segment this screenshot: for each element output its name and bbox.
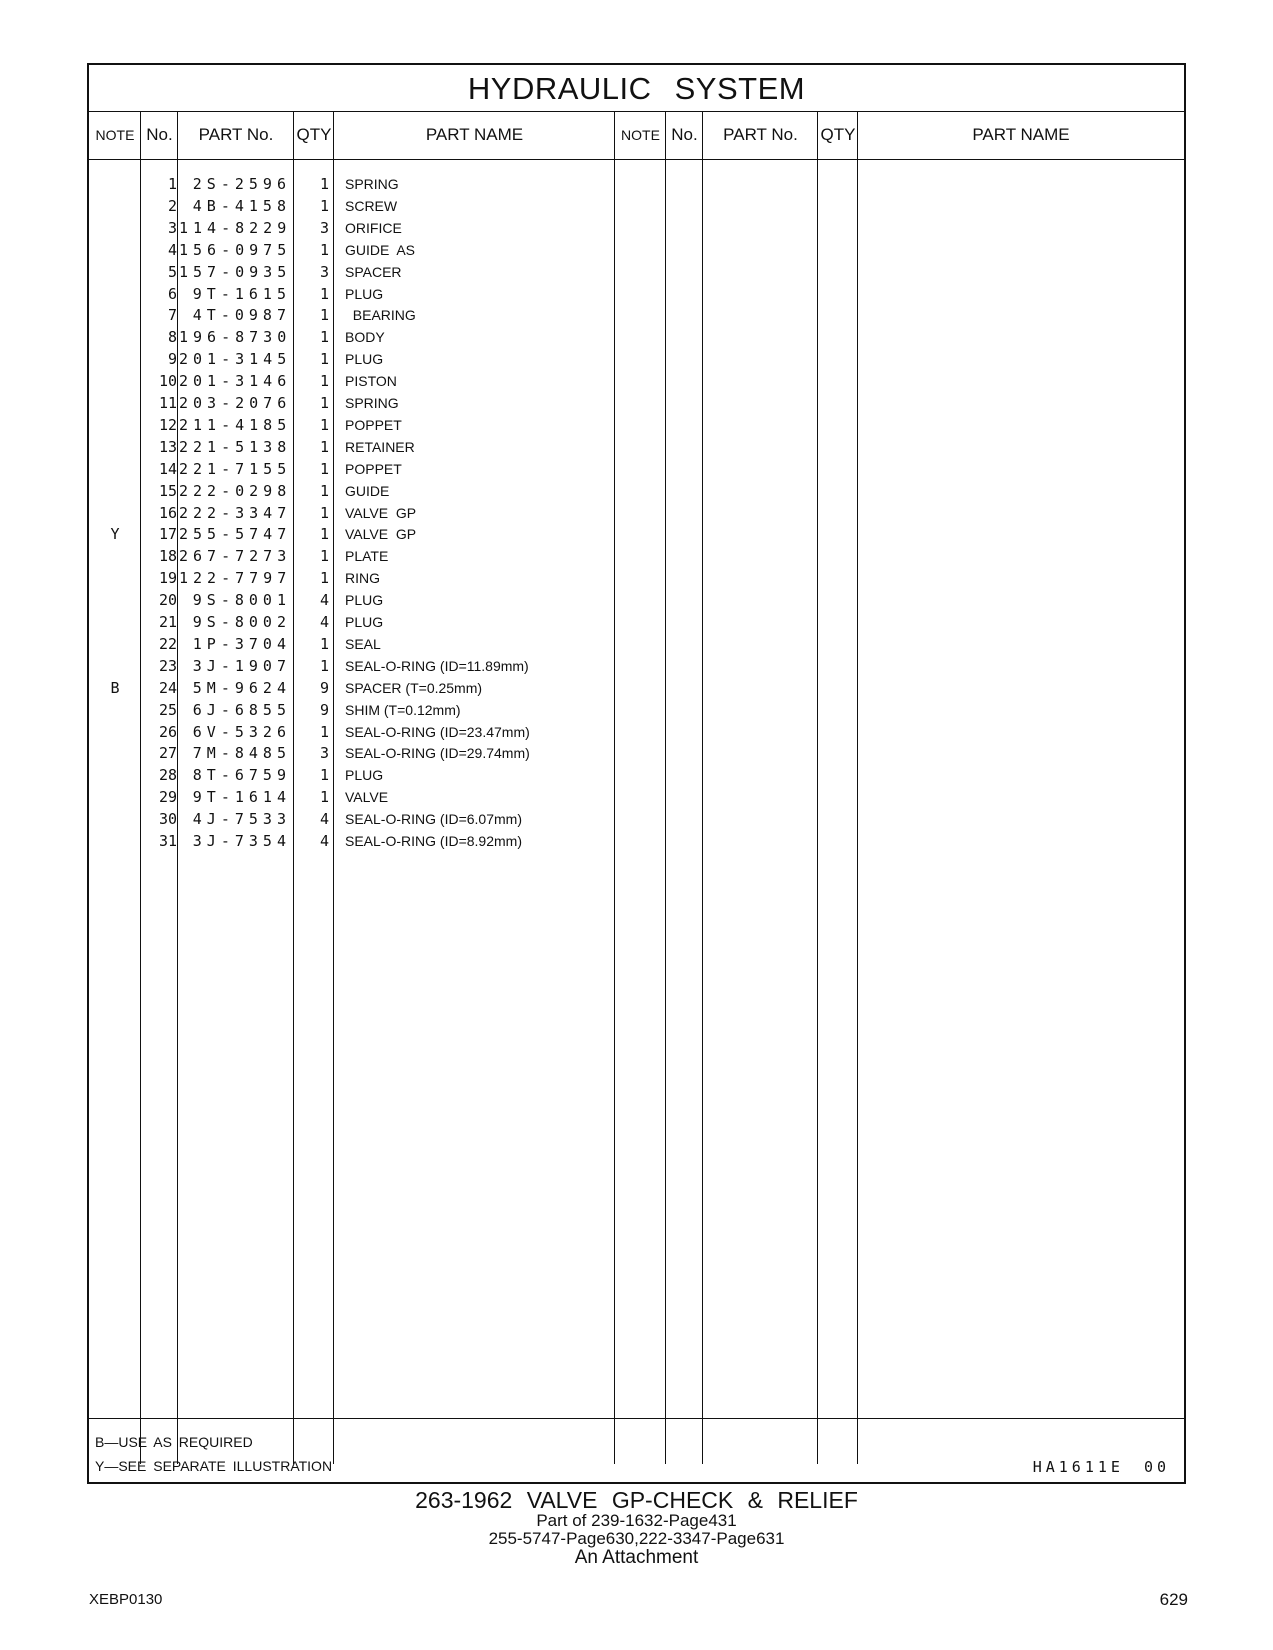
table-row: [89, 677, 614, 700]
table-row: [89, 786, 614, 809]
table-row: [89, 436, 614, 459]
note-b: B—USE AS REQUIRED: [95, 1434, 253, 1450]
row-part-name: BODY: [345, 329, 385, 346]
row-number: 6: [167, 284, 177, 303]
row-part-name: VALVE: [345, 789, 389, 806]
row-number: 19: [158, 569, 177, 588]
row-part-number: 8T-6759: [192, 766, 291, 785]
row-number: 27: [158, 744, 177, 763]
row-part-number: 156-0975: [179, 240, 292, 259]
row-part-name: SPRING: [345, 395, 399, 411]
row-part-name: PLUG: [345, 285, 384, 302]
table-row: [89, 261, 614, 284]
row-part-name: SPRING: [345, 176, 399, 192]
table-row: [89, 326, 614, 349]
row-quantity: 1: [319, 656, 329, 675]
row-part-number: 221-7155: [179, 459, 292, 478]
row-part-number: 4T-0987: [192, 306, 291, 325]
header-qty: QTY: [296, 125, 332, 144]
row-note: Y: [110, 525, 120, 544]
page-number: 629: [1159, 1590, 1188, 1609]
row-part-number: 3J-7354: [192, 832, 291, 850]
row-quantity: 1: [319, 240, 329, 259]
row-quantity: 1: [319, 722, 329, 741]
row-part-name: RING: [345, 570, 380, 587]
row-quantity: 1: [319, 328, 329, 347]
caption-part-of: Part of 239-1632-Page431: [536, 1511, 737, 1530]
row-part-number: 157-0935: [179, 262, 292, 281]
table-row: [89, 589, 614, 612]
row-part-number: 9T-1615: [192, 284, 291, 303]
illustration-id: HA1611E: [1032, 1458, 1124, 1476]
row-number: 1: [167, 175, 177, 193]
row-part-name: PLUG: [345, 767, 384, 784]
table-row: [89, 480, 614, 503]
row-part-number: 5M-9624: [192, 678, 291, 697]
column-divider: [702, 112, 703, 1464]
table-row: [89, 611, 614, 634]
row-number: 16: [158, 503, 177, 522]
table-row: [89, 633, 614, 656]
row-number: 18: [158, 547, 177, 566]
row-part-number: 221-5138: [179, 437, 292, 456]
row-quantity: 3: [319, 744, 329, 763]
row-part-number: 201-3146: [179, 372, 292, 391]
row-part-number: 9S-8001: [192, 591, 291, 610]
row-number: 15: [158, 481, 177, 500]
note-y: Y—SEE SEPARATE ILLUSTRATION: [95, 1458, 333, 1474]
row-part-name: VALVE GP: [345, 504, 417, 521]
row-part-name: GUIDE: [345, 482, 390, 499]
row-number: 25: [158, 700, 177, 719]
row-number: 21: [158, 613, 177, 631]
row-part-number: 267-7273: [179, 547, 292, 566]
row-quantity: 1: [319, 503, 329, 522]
row-number: 2: [167, 196, 177, 215]
row-number: 11: [158, 394, 177, 412]
table-row: [89, 830, 614, 853]
column-divider: [857, 112, 858, 1464]
illustration-code: [1033, 1458, 1170, 1476]
table-row: [89, 283, 614, 306]
row-part-number: 211-4185: [179, 415, 292, 434]
row-quantity: 1: [319, 437, 329, 456]
caption: [0, 1488, 1273, 1568]
row-part-number: 4B-4158: [192, 196, 291, 215]
row-part-number: 3J-1907: [192, 656, 291, 675]
row-part-name: VALVE GP: [345, 526, 417, 543]
header-part-no-right: PART No.: [723, 125, 798, 144]
legend-notes: [95, 1430, 332, 1478]
row-part-number: 4J-7533: [192, 810, 291, 829]
table-row: [89, 173, 614, 196]
column-divider: [614, 112, 615, 1464]
row-number: 12: [158, 415, 177, 434]
row-number: 17: [158, 525, 177, 544]
table-row: [89, 764, 614, 787]
header-qty-right: QTY: [820, 125, 856, 144]
row-quantity: 1: [319, 634, 329, 653]
row-quantity: 1: [319, 525, 329, 544]
row-quantity: 1: [319, 394, 329, 412]
row-number: 31: [158, 832, 177, 850]
row-note: B: [110, 678, 120, 697]
table-row: [89, 721, 614, 744]
row-quantity: 4: [319, 832, 329, 850]
row-quantity: 1: [319, 372, 329, 391]
row-number: 3: [167, 218, 177, 237]
row-part-name: SEAL-O-RING (ID=11.89mm): [345, 657, 529, 674]
table-row: [89, 195, 614, 218]
row-quantity: 1: [319, 306, 329, 325]
row-part-name: SEAL: [345, 635, 381, 652]
row-quantity: 4: [319, 613, 329, 631]
table-row: [89, 304, 614, 327]
table-row: [89, 567, 614, 590]
table-row: [89, 655, 614, 678]
table-row: [89, 808, 614, 831]
page-title: HYDRAULIC SYSTEM: [89, 65, 1184, 112]
revision-code: 00: [1143, 1458, 1170, 1476]
row-part-number: 255-5747: [179, 525, 292, 544]
row-number: 30: [158, 810, 177, 829]
row-part-name: ORIFICE: [345, 219, 402, 236]
row-part-name: PLUG: [345, 351, 384, 368]
row-part-name: PLUG: [345, 614, 384, 630]
row-part-name: SEAL-O-RING (ID=29.74mm): [345, 745, 530, 762]
table-row: [89, 545, 614, 568]
row-quantity: 1: [319, 196, 329, 215]
table-row: [89, 217, 614, 240]
row-number: 13: [158, 437, 177, 456]
table-row: [89, 239, 614, 262]
row-quantity: 9: [319, 678, 329, 697]
row-quantity: 4: [319, 810, 329, 829]
table-row: [89, 742, 614, 765]
header-part-name: PART NAME: [425, 125, 524, 144]
row-quantity: 1: [319, 788, 329, 807]
header-note-right: NOTE: [621, 127, 660, 143]
row-quantity: 9: [319, 700, 329, 719]
row-part-name: POPPET: [345, 460, 402, 477]
row-part-name: SPACER (T=0.25mm): [345, 679, 483, 696]
row-part-number: 9T-1614: [192, 788, 291, 807]
table-row: [89, 348, 614, 371]
row-part-number: 201-3145: [179, 350, 292, 369]
row-quantity: 1: [319, 284, 329, 303]
table-row: [89, 699, 614, 722]
row-part-name: BEARING: [345, 307, 416, 324]
row-number: 23: [158, 656, 177, 675]
row-number: 10: [158, 372, 177, 391]
row-part-name: PISTON: [345, 373, 397, 390]
row-quantity: 1: [319, 459, 329, 478]
row-part-number: 2S-2596: [192, 175, 291, 193]
column-divider: [665, 112, 666, 1464]
row-quantity: 1: [319, 350, 329, 369]
row-quantity: 1: [319, 481, 329, 500]
row-part-name: PLATE: [345, 548, 389, 565]
row-quantity: 1: [319, 175, 329, 193]
parts-list-frame: [87, 63, 1186, 1484]
footer-divider: [89, 1418, 1184, 1419]
caption-title: 263-1962 VALVE GP-CHECK & RELIEF: [415, 1487, 858, 1513]
row-part-number: 203-2076: [179, 394, 292, 412]
row-part-name: POPPET: [345, 416, 402, 433]
row-part-name: PLUG: [345, 592, 384, 609]
row-number: 20: [158, 591, 177, 610]
row-part-number: 9S-8002: [192, 613, 291, 631]
table-row: [89, 523, 614, 546]
row-part-number: 7M-8485: [192, 744, 291, 763]
row-quantity: 1: [319, 766, 329, 785]
row-part-number: 1P-3704: [192, 634, 291, 653]
row-number: 14: [158, 459, 177, 478]
table-row: [89, 458, 614, 481]
header-part-no: PART No.: [198, 125, 274, 144]
row-part-name: SEAL-O-RING (ID=6.07mm): [345, 811, 522, 828]
table-row: [89, 502, 614, 525]
table-row: [89, 392, 614, 415]
table-row: [89, 370, 614, 393]
row-quantity: 1: [319, 415, 329, 434]
row-part-number: 196-8730: [179, 328, 292, 347]
row-part-number: 114-8229: [179, 218, 292, 237]
row-part-name: SPACER: [345, 263, 402, 280]
row-part-number: 6J-6855: [192, 700, 291, 719]
header-no: No.: [146, 125, 173, 144]
row-quantity: 4: [319, 591, 329, 610]
column-divider: [817, 112, 818, 1464]
table-row: [89, 414, 614, 437]
row-part-name: SCREW: [345, 197, 398, 214]
row-quantity: 1: [319, 569, 329, 588]
row-part-number: 122-7797: [179, 569, 292, 588]
row-number: 4: [167, 240, 177, 259]
row-quantity: 1: [319, 547, 329, 566]
row-number: 8: [167, 328, 177, 347]
row-number: 7: [167, 306, 177, 325]
row-part-name: SHIM (T=0.12mm): [345, 701, 461, 718]
row-number: 22: [158, 634, 177, 653]
row-number: 24: [158, 678, 177, 697]
row-number: 28: [158, 766, 177, 785]
row-part-number: 6V-5326: [192, 722, 291, 741]
caption-attachment: An Attachment: [574, 1547, 699, 1568]
row-number: 9: [167, 350, 177, 369]
document-id: XEBP0130: [89, 1591, 163, 1608]
row-quantity: 3: [319, 218, 329, 237]
table-header: [89, 112, 1184, 160]
row-part-number: 222-3347: [179, 503, 292, 522]
row-part-name: RETAINER: [345, 438, 415, 455]
header-no-right: No.: [671, 125, 698, 144]
row-number: 26: [158, 722, 177, 741]
row-quantity: 3: [319, 262, 329, 281]
row-part-number: 222-0298: [179, 481, 292, 500]
row-number: 29: [158, 788, 177, 807]
row-number: 5: [167, 262, 177, 281]
header-part-name-right: PART NAME: [972, 125, 1070, 144]
row-part-name: SEAL-O-RING (ID=8.92mm): [345, 833, 522, 849]
row-part-name: SEAL-O-RING (ID=23.47mm): [345, 723, 530, 740]
caption-references: 255-5747-Page630,222-3347-Page631: [488, 1529, 785, 1548]
header-note: NOTE: [95, 127, 135, 143]
row-part-name: GUIDE AS: [345, 241, 416, 258]
